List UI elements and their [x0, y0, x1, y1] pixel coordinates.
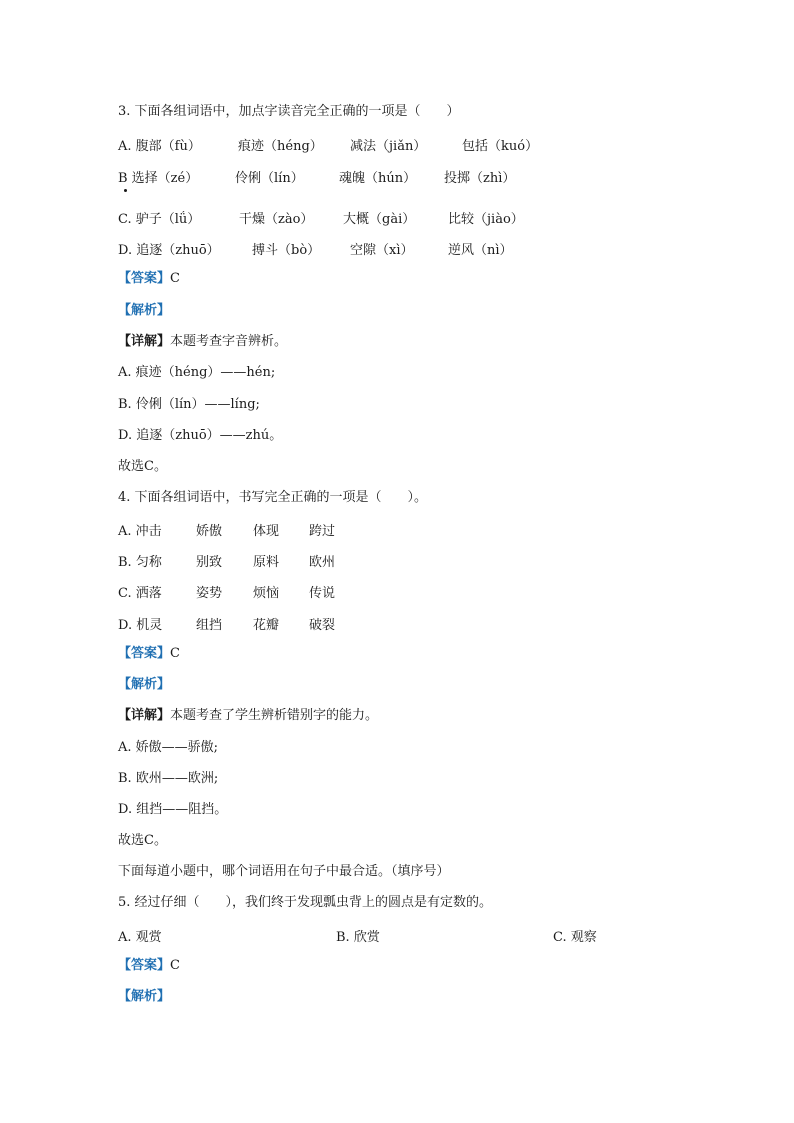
- q4-option-d-4: 破裂: [309, 618, 336, 633]
- section-instruction: 下面每道小题中，哪个词语用在句子中最合适。（填序号）: [118, 864, 450, 879]
- q4-stem: 4. 下面各组词语中，书写完全正确的一项是（ ）。: [118, 490, 428, 505]
- q5-analysis-tag: 【解析】: [118, 989, 171, 1004]
- q3-option-a-2: 痕迹（héng）: [238, 139, 323, 154]
- q3-option-a-4: 包括（kuó）: [462, 139, 539, 154]
- q5-option-a: A. 观赏: [118, 930, 162, 945]
- q4-option-d-1: D. 机灵: [118, 618, 163, 633]
- q3-analysis-tag: 【解析】: [118, 303, 171, 318]
- answer-tag: 【答案】: [118, 271, 171, 286]
- q5-option-b: B. 欣赏: [336, 930, 380, 945]
- q4-analysis-tag: 【解析】: [118, 677, 171, 692]
- q4-option-c-1: C. 洒落: [118, 586, 162, 601]
- q4-note-a: A. 娇傲——骄傲;: [118, 740, 219, 755]
- q4-option-b-4: 欧州: [309, 555, 336, 570]
- q4-detail: [118, 707, 378, 725]
- q3-stem: 3. 下面各组词语中，加点字读音完全正确的一项是（ ）: [118, 104, 460, 119]
- q3-option-b-3: 魂魄（hún）: [339, 171, 417, 186]
- q3-note-a: A. 痕迹（héng）——hén;: [118, 365, 276, 380]
- q4-option-b-2: 别致: [196, 555, 223, 570]
- q4-option-a-3: 体现: [253, 524, 280, 539]
- q5-stem: 5. 经过仔细（ ），我们终于发现瓢虫背上的圆点是有定数的。: [118, 895, 493, 910]
- q3-option-c-4: 比较（jiào）: [448, 212, 524, 227]
- q4-option-a-2: 娇傲: [196, 524, 223, 539]
- q4-option-c-4: 传说: [309, 586, 336, 601]
- q4-option-d-2: 组挡: [196, 618, 223, 633]
- detail-text: 本题考查了学生辨析错别字的能力。: [170, 708, 379, 723]
- detail-tag: 【详解】: [118, 708, 171, 723]
- q3-option-b-4: 投掷（zhì）: [444, 171, 516, 186]
- q4-conclusion: 故选C。: [118, 833, 167, 848]
- answer-tag: 【答案】: [118, 958, 171, 973]
- q3-option-d-2: 搏斗（bò）: [252, 243, 321, 258]
- q3-option-d-1: D. 追逐（zhuō）: [118, 243, 220, 258]
- q4-option-a-1: A. 冲击: [118, 524, 162, 539]
- q4-option-c-3: 烦恼: [253, 586, 280, 601]
- q3-note-b: B. 伶俐（lín）——líng;: [118, 397, 260, 412]
- q4-option-b-3: 原料: [253, 555, 280, 570]
- q3-option-b-1: B 选择（zé）: [118, 171, 199, 186]
- q3-option-c-2: 干燥（zào）: [239, 212, 314, 227]
- q5-option-c: C. 观察: [553, 930, 597, 945]
- q4-option-c-2: 姿势: [196, 586, 223, 601]
- q3-option-a-1: A. 腹部（fù）: [118, 139, 201, 154]
- detail-tag: 【详解】: [118, 334, 171, 349]
- emphasis-dot: [124, 189, 127, 192]
- q3-option-d-4: 逆风（nì）: [448, 243, 513, 258]
- q3-option-b-2: 伶俐（lín）: [235, 171, 304, 186]
- q4-option-a-4: 跨过: [309, 524, 336, 539]
- q3-detail: [118, 333, 287, 351]
- q3-option-d-3: 空隙（xì）: [350, 243, 414, 258]
- q3-option-a-3: 减法（jiǎn）: [350, 139, 427, 154]
- q3-note-d: D. 追逐（zhuō）——zhú。: [118, 428, 283, 443]
- q4-answer: [118, 645, 180, 663]
- answer-value: C: [170, 271, 180, 286]
- q4-note-d: D. 组挡——阻挡。: [118, 802, 228, 817]
- answer-value: C: [170, 646, 180, 661]
- q3-conclusion: 故选C。: [118, 459, 167, 474]
- detail-text: 本题考查字音辨析。: [170, 334, 288, 349]
- q3-answer: [118, 270, 180, 288]
- q5-answer: [118, 957, 180, 975]
- answer-value: C: [170, 958, 180, 973]
- q3-option-c-3: 大概（gài）: [343, 212, 416, 227]
- q4-option-b-1: B. 匀称: [118, 555, 162, 570]
- q4-note-b: B. 欧州——欧洲;: [118, 771, 219, 786]
- q4-option-d-3: 花瓣: [253, 618, 280, 633]
- answer-tag: 【答案】: [118, 646, 171, 661]
- q3-option-c-1: C. 驴子（lǘ）: [118, 212, 201, 227]
